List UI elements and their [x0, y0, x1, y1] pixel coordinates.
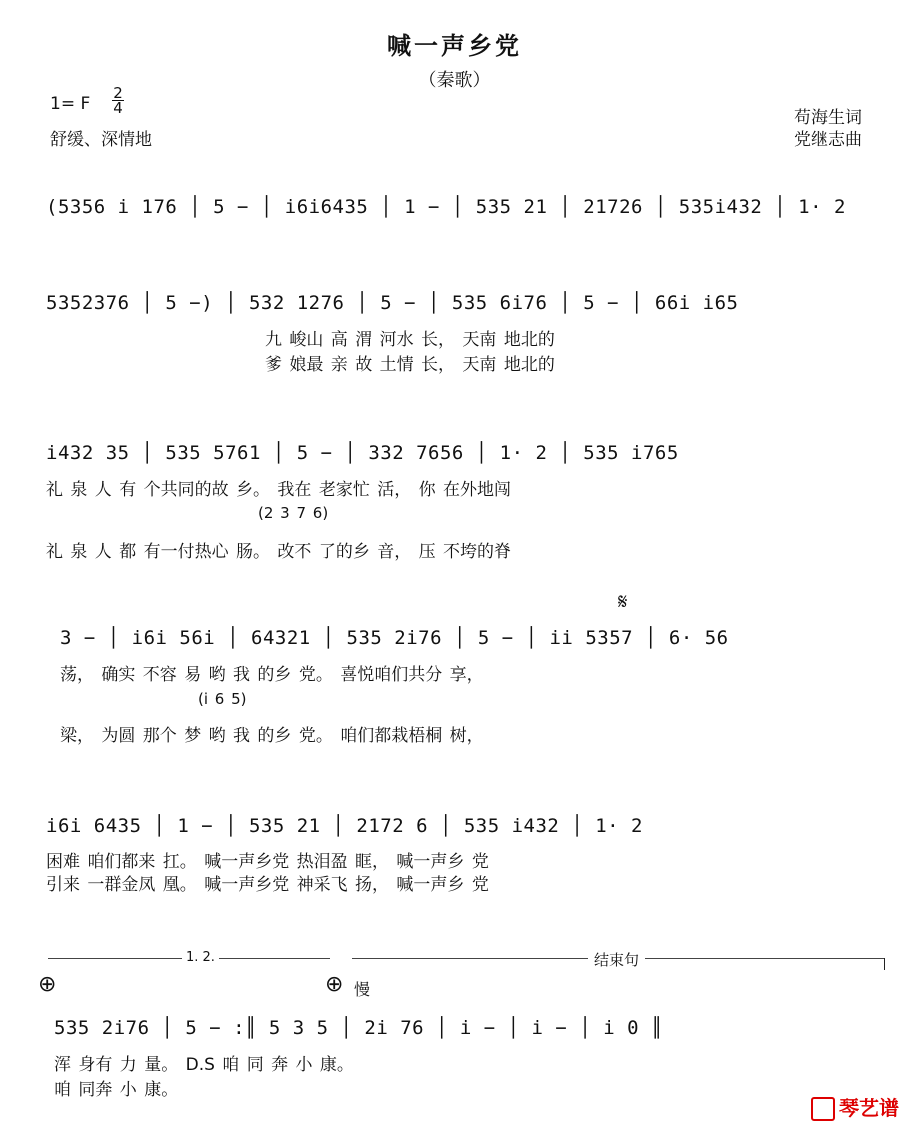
ending-line-tick	[884, 958, 885, 970]
lyricist: 苟海生词	[794, 108, 862, 128]
lyrics-row-3-verse-1: 礼 泉 人 有 个共同的故 乡。 我在 老家忙 活， 你 在外地闯	[46, 480, 512, 500]
alt-notes-row-4: (i 6 5)	[198, 690, 247, 708]
song-title: 喊一声乡党	[387, 31, 522, 60]
volta-label: 1. 2.	[182, 950, 219, 965]
lyrics-row-5-verse-1: 困难 咱们都来 扛。 喊一声乡党 热泪盈 眶， 喊一声乡 党	[46, 852, 489, 872]
coda-icon-2: ⊕	[325, 972, 344, 997]
composer: 党继志曲	[794, 130, 862, 150]
lyrics-row-5-verse-2: 引来 一群金凤 凰。 喊一声乡党 神采飞 扬， 喊一声乡 党	[46, 875, 489, 895]
tempo-marking: 舒缓、深情地	[50, 130, 152, 150]
lyrics-row-2-verse-2: 爹 娘最 亲 故 土情 长， 天南 地北的	[265, 355, 555, 375]
notation-row-3: i432 35 │ 535 5761 │ 5 − │ 332 7656 │ 1· 2 │ 535 i765	[46, 442, 679, 464]
lyrics-row-4-verse-2: 梁， 为圆 那个 梦 哟 我 的乡 党。 咱们都栽梧桐 树，	[60, 726, 484, 746]
alt-notes-row-3: (2 3 7 6)	[258, 504, 329, 522]
key-signature: 1= F	[50, 94, 91, 114]
logo-text: 琴艺谱	[839, 1095, 899, 1120]
notation-row-1: (5356 i 176 │ 5 − │ i6i6435 │ 1 − │ 535 21 │ 21726 │ 535i432 │ 1· 2	[46, 196, 846, 218]
song-subtitle: （秦歌）	[418, 70, 491, 91]
lyrics-row-6-verse-2: 咱 同奔 小 康。	[54, 1080, 179, 1100]
lyrics-row-2-verse-1: 九 峻山 高 渭 河水 长， 天南 地北的	[265, 330, 555, 350]
notation-row-4: 3 − │ i6i 56i │ 64321 │ 535 2i76 │ 5 − │ ii 5357 │ 6· 56	[60, 627, 729, 649]
site-logo	[811, 1092, 899, 1122]
slow-marking: 慢	[354, 980, 371, 999]
notation-row-6: 535 2i76 │ 5 − :║ 5 3 5 │ 2i 76 │ i − │ i − │ i 0 ║	[54, 1017, 663, 1039]
time-signature	[112, 86, 124, 115]
time-sig-bottom: 4	[113, 99, 123, 117]
time-sig-top: 2	[113, 84, 123, 102]
lyrics-row-6-verse-1: 浑 身有 力 量。 D.S 咱 同 奔 小 康。	[54, 1055, 354, 1075]
coda-icon: ⊕	[38, 972, 57, 997]
lyrics-row-3-verse-2: 礼 泉 人 都 有一付热心 肠。 改不 了的乡 音， 压 不垮的脊	[46, 542, 512, 562]
lyrics-row-4-verse-1: 荡， 确实 不容 易 哟 我 的乡 党。 喜悦咱们共分 享，	[60, 665, 484, 685]
notation-row-2: 5352376 │ 5 −) │ 532 1276 │ 5 − │ 535 6i76 │ 5 − │ 66i i65	[46, 292, 739, 314]
segno-icon: 𝄋	[618, 590, 628, 615]
notation-row-5: i6i 6435 │ 1 − │ 535 21 │ 2172 6 │ 535 i432 │ 1· 2	[46, 815, 643, 837]
logo-icon	[811, 1097, 835, 1121]
ending-label: 结束句	[588, 949, 645, 970]
